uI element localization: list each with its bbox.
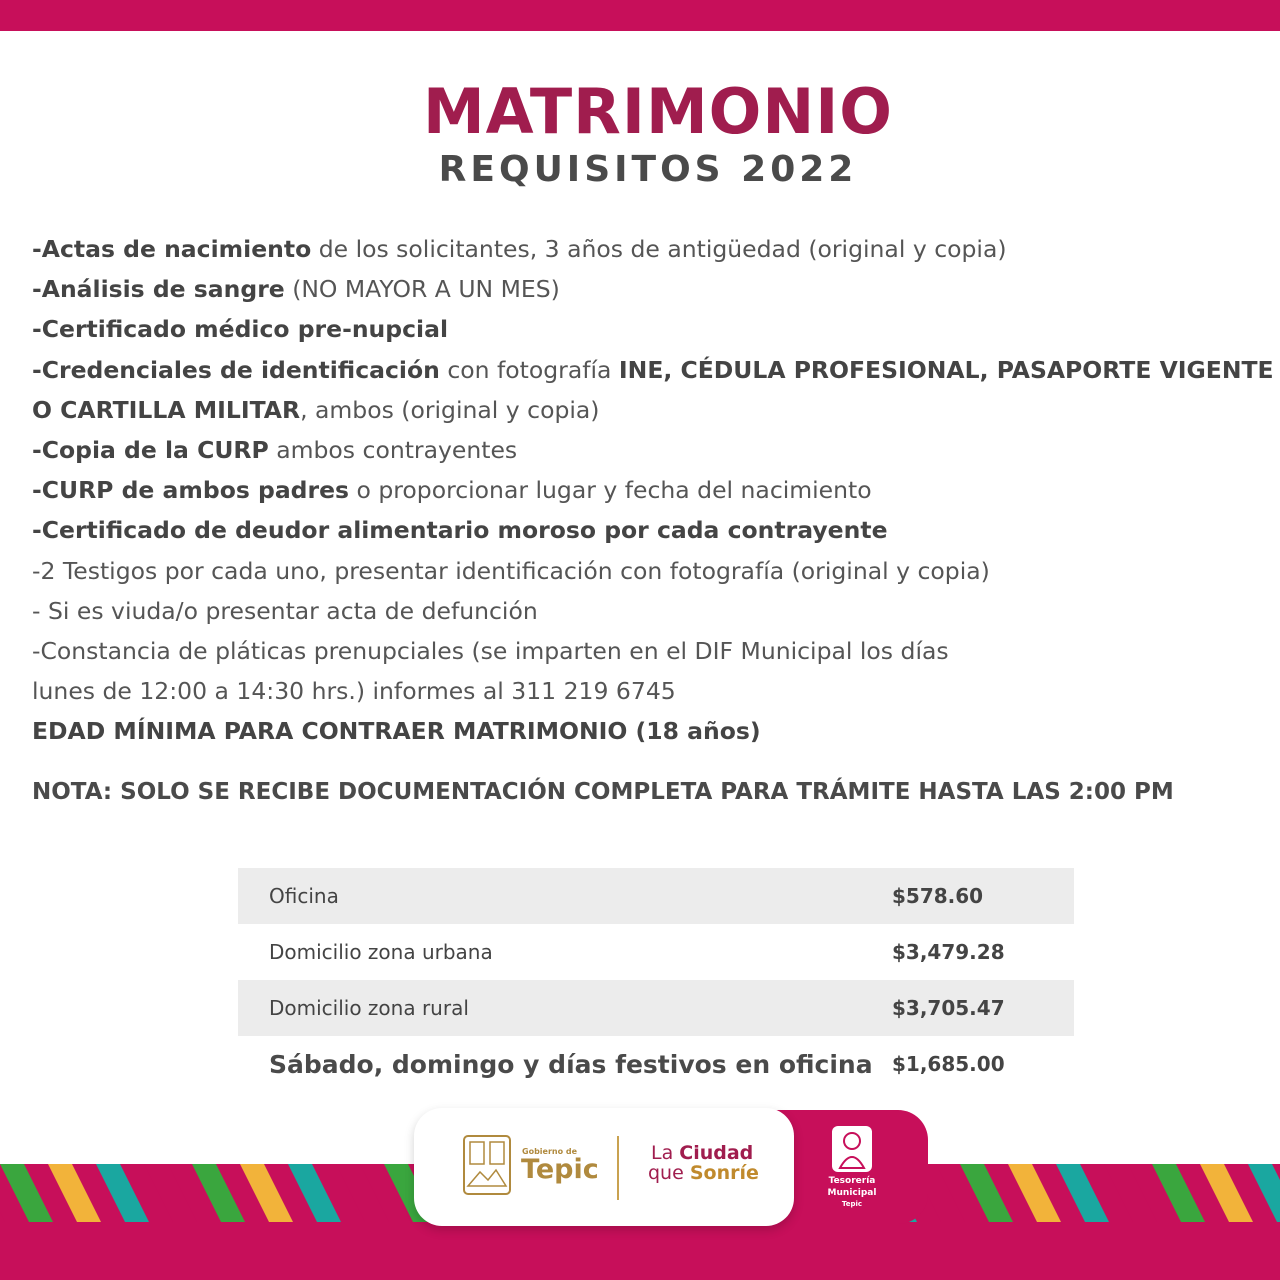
price-row	[238, 924, 1074, 980]
requirement-item: -Copia de la CURP ambos contrayentes	[32, 436, 518, 465]
logo-divider	[617, 1136, 619, 1200]
requirement-item: -Análisis de sangre (NO MAYOR A UN MES)	[32, 275, 560, 304]
requirement-item: -2 Testigos por cada uno, presentar identificación con fotografía (original y copia)	[32, 556, 990, 585]
requirement-item: O CARTILLA MILITAR, ambos (original y copia)	[32, 395, 600, 424]
price-row	[238, 1036, 1074, 1092]
price-label: Oficina	[269, 884, 339, 908]
price-label: Sábado, domingo y días festivos en oficina	[269, 1049, 873, 1079]
bottom-color-bar	[0, 1222, 1280, 1280]
tesoreria-figure-icon	[832, 1126, 872, 1172]
tesoreria-city: Tepic	[841, 1200, 863, 1208]
tepic-logo-text: Tepic	[521, 1154, 599, 1185]
top-color-bar	[0, 0, 1280, 31]
slogan-line-1: La Ciudad	[651, 1142, 754, 1164]
page-subtitle: REQUISITOS 2022	[438, 149, 858, 190]
requirement-item: - Si es viuda/o presentar acta de defunción	[32, 596, 538, 625]
price-value: $578.60	[892, 884, 984, 908]
tesoreria-label: Tesorería	[828, 1176, 876, 1186]
tepic-shield-icon	[462, 1134, 512, 1196]
price-row	[238, 980, 1074, 1036]
price-row	[238, 868, 1074, 924]
requirement-item: -Actas de nacimiento de los solicitantes, 3 años de antigüedad (original y copia)	[32, 235, 1007, 263]
price-value: $3,705.47	[892, 996, 1005, 1020]
price-label: Domicilio zona urbana	[269, 940, 493, 964]
requirement-item: -CURP de ambos padres o proporcionar lugar y fecha del nacimiento	[32, 476, 872, 505]
tesoreria-label: Municipal	[827, 1188, 877, 1198]
requirement-item: -Certificado médico pre-nupcial	[32, 315, 449, 344]
price-label: Domicilio zona rural	[269, 996, 469, 1020]
requirement-item: -Credenciales de identificación con fotografía INE, CÉDULA PROFESIONAL, PASAPORTE VIGENTE	[32, 355, 1274, 384]
slogan-line-2: que Sonríe	[648, 1162, 759, 1184]
page-title: MATRIMONIO	[422, 75, 894, 148]
price-value: $3,479.28	[892, 940, 1005, 964]
price-value: $1,685.00	[892, 1052, 1005, 1076]
requirement-item: -Constancia de pláticas prenupciales (se imparten en el DIF Municipal los días	[32, 637, 949, 666]
requirement-item: lunes de 12:00 a 14:30 hrs.) informes al 311 219 6745	[32, 677, 676, 706]
requirement-item: EDAD MÍNIMA PARA CONTRAER MATRIMONIO (18 años)	[32, 717, 761, 746]
requirement-item: -Certificado de deudor alimentario moroso por cada contrayente	[32, 516, 888, 545]
gobierno-label: Gobierno de	[522, 1147, 578, 1156]
price-table	[238, 868, 1074, 1092]
note-text: NOTA: SOLO SE RECIBE DOCUMENTACIÓN COMPLETA PARA TRÁMITE HASTA LAS 2:00 PM	[32, 779, 1174, 805]
requirements-list	[32, 229, 1274, 752]
